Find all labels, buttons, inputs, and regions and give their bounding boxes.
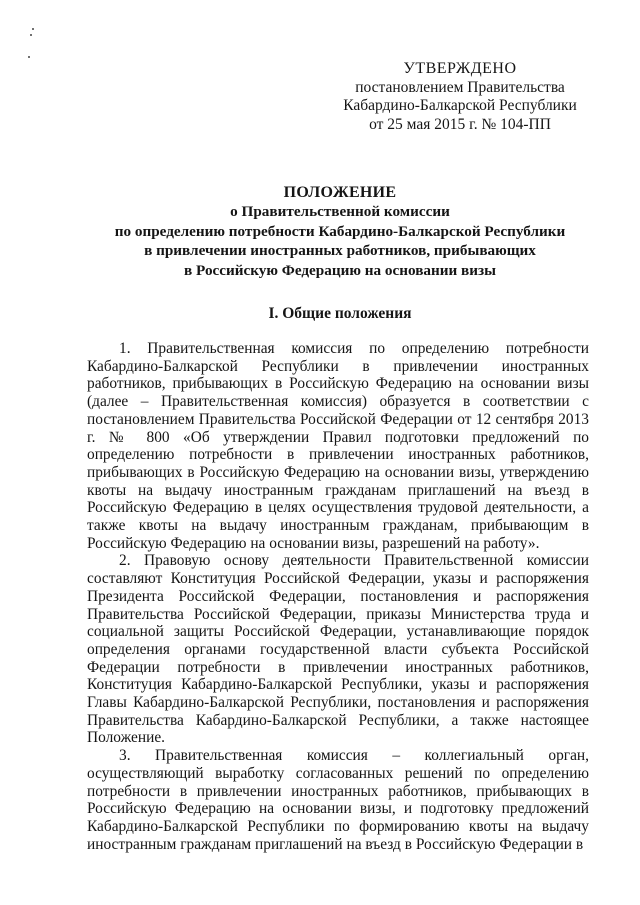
scan-speck [28,56,30,58]
body-text [87,340,589,853]
paragraph: 1. Правительственная комиссия по определению потребности Кабардино-Балкарской Республики в привлечении иностранных работников, прибывающих в Российскую Федерацию на основании визы (далее – Правительственная комиссия) образуется в соответствии с постановлением Правительства Российской Федерации от 12 сентября 2013 г. № 800 «Об утверждении Правил подготовки предложений по определению потребности в привлечении иностранных работников, прибывающих в Российскую Федерацию на основании визы, утверждению квоты на выдачу иностранным гражданам приглашений на въезд в Российскую Федерацию в целях осуществления трудовой деятельности, а также квоты на выдачу иностранным гражданам, прибывающим в Российскую Федерацию на основании визы, разрешений на работу». [87,340,589,552]
scan-speck [32,28,34,30]
scan-speck [30,34,32,36]
approval-heading: УТВЕРЖДЕНО [403,60,517,77]
title-line: о Правительственной комиссии [230,203,450,221]
title-line: в Российскую Федерацию на основании визы [184,261,496,279]
scan-specks [26,18,36,78]
paragraph: 3. Правительственная комиссия – коллегиальный орган, осуществляющий выработку согласованных решений по определению потребности в привлечении иностранных работников, прибывающих в Российскую Федерацию на основании визы, и подготовку предложений Кабардино-Балкарской Республики по формированию квоты на выдачу иностранным гражданам приглашений на въезд в Российскую Федерации в [87,747,589,853]
document-title [40,183,640,280]
section-heading: I. Общие положения [268,305,412,322]
paragraph: 2. Правовую основу деятельности Правительственной комиссии составляют Конституция Российской Федерации, указы и распоряжения Президента Российской Федерации, постановления и распоряжения Правительства Российской Федерации, приказы Министерства труда и социальной защиты Российской Федерации, устанавливающие порядок определения органами государственной власти субъекта Российской Федерации потребности в привлечении иностранных работников, Конституция Кабардино-Балкарской Республики, указы и распоряжения Главы Кабардино-Балкарской Республики, постановления и распоряжения Правительства Кабардино-Балкарской Республики, а также настоящее Положение. [87,552,589,747]
approval-stamp [330,60,590,134]
title-line: в привлечении иностранных работников, прибывающих [144,242,536,260]
approval-line: от 25 мая 2015 г. № 104-ПП [369,115,551,133]
approval-line: постановлением Правительства [355,78,565,96]
approval-line: Кабардино-Балкарской Республики [343,97,577,114]
title-line: по определению потребности Кабардино-Балкарской Республики [114,222,566,240]
title-main: ПОЛОЖЕНИЕ [283,184,397,201]
